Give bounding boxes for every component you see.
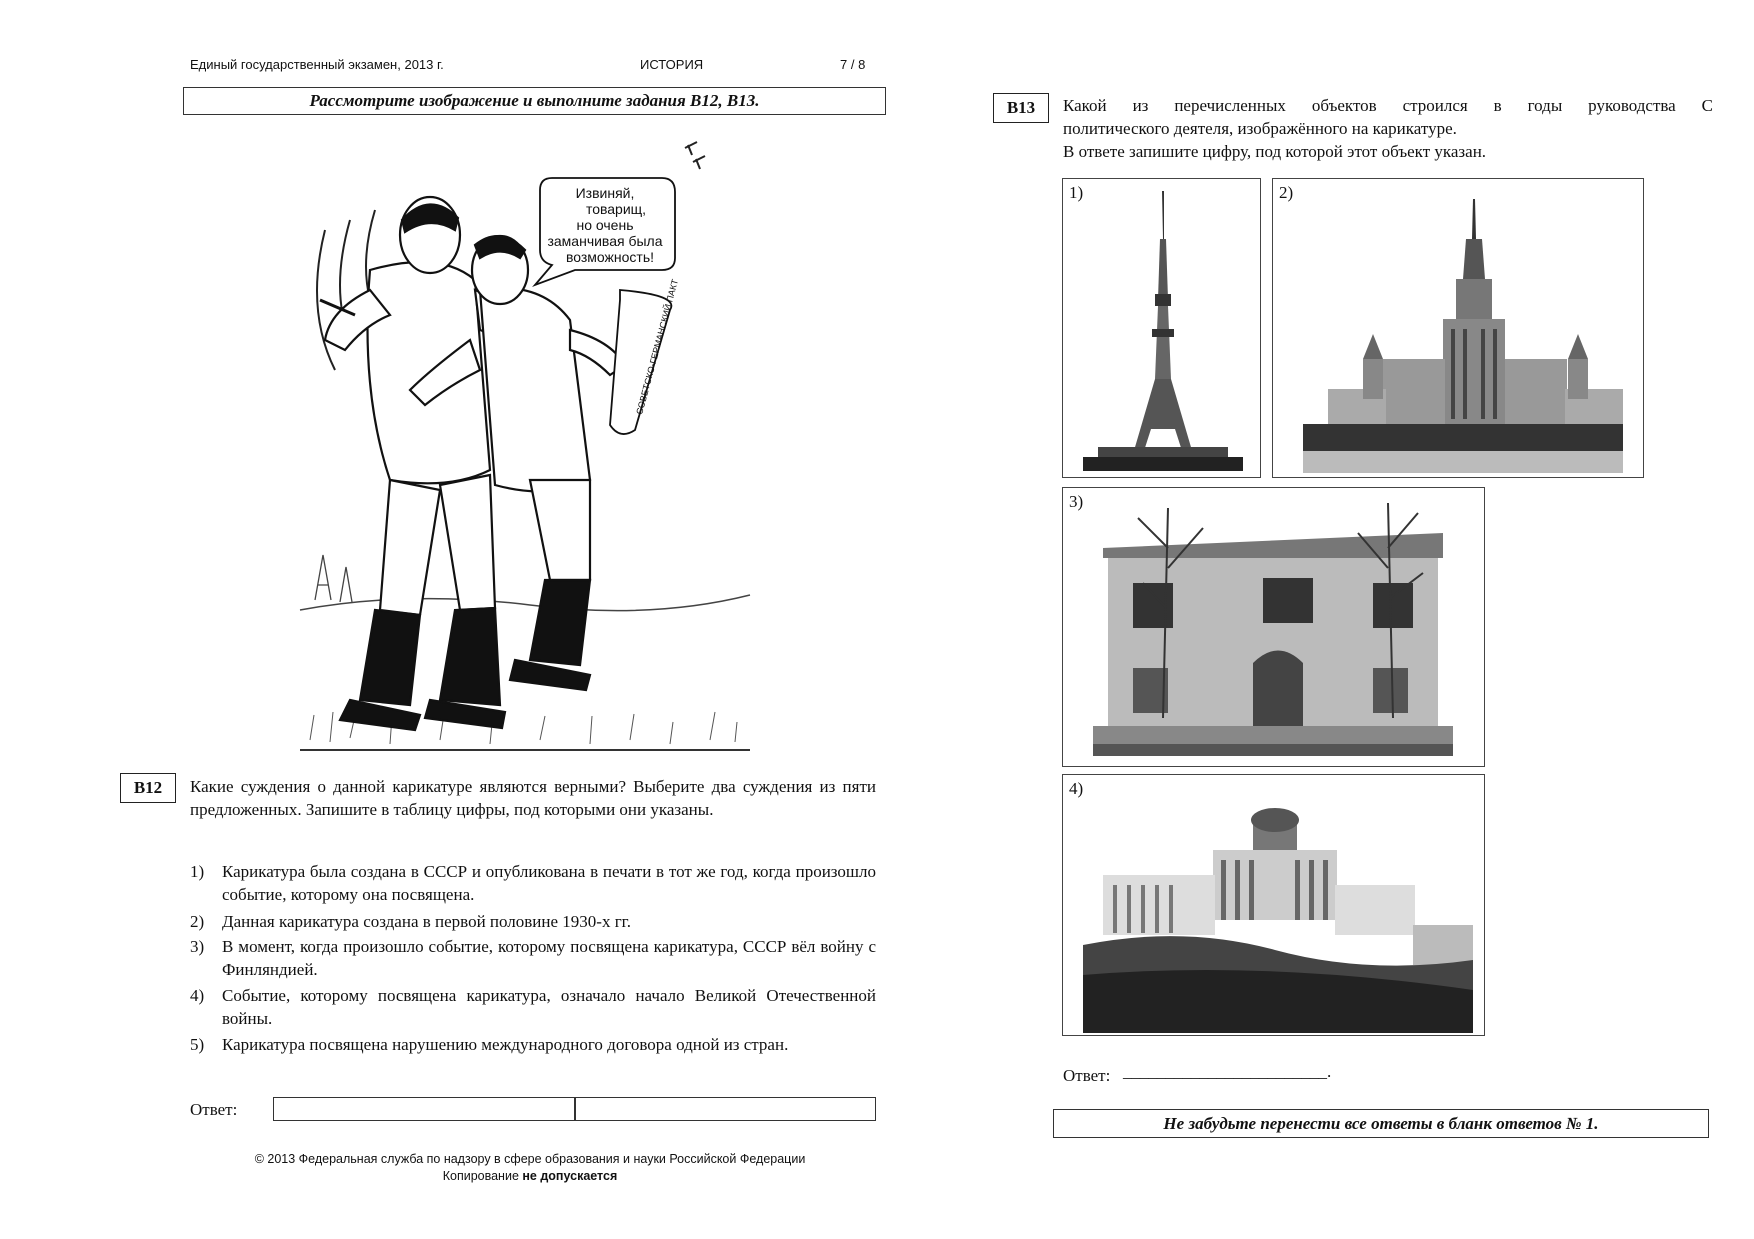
option-text: Карикатура была создана в СССР и опубликована в печати в тот же год, когда произошло событие, которому она посвящена. [222,862,876,904]
photo-label: 1) [1069,183,1084,202]
instruction-box: Рассмотрите изображение и выполните задания B12, B13. [183,87,886,115]
question-text-b13-line1: Какой из перечисленных объектов строился в годы руководства С [1063,96,1713,115]
option-4 [190,984,876,1030]
scroll-text: СОВЕТСКО-ГЕРМАНСКИЙ ПАКТ [634,278,681,416]
classical-palace-image [1063,775,1485,1036]
option-text: Данная карикатура создана в первой половине 1930-х гг. [222,912,631,931]
cartoon-illustration [290,140,760,760]
speech-line: заманчивая была [547,233,663,249]
option-photo-1 [1062,178,1261,478]
option-2 [190,910,876,933]
option-number: 5) [190,1035,205,1054]
answer-cell-1[interactable] [273,1097,576,1121]
page-number: 7 / 8 [840,57,866,72]
option-5 [190,1033,876,1056]
option-text: Событие, которому посвящена карикатура, означало начало Великой Отечественной войны. [222,986,876,1028]
option-number: 3) [190,937,205,956]
question-text-b13-line3: В ответе запишите цифру, под которой этот объект указан. [1063,142,1487,161]
question-number-b12: B12 [120,773,176,803]
option-photo-4 [1062,774,1485,1036]
speech-line: Извиняй, [575,185,635,201]
pact-scroll [610,277,680,434]
copyright-footer [180,1151,880,1185]
copying-notice: Копирование не допускается [442,1169,618,1183]
art-nouveau-mansion-image [1063,488,1485,767]
photo-label: 4) [1069,779,1084,798]
option-1 [190,860,876,906]
option-photo-3 [1062,487,1485,767]
option-photo-2 [1272,178,1644,478]
answer-line-b13[interactable]: ________________________. [1123,1062,1332,1081]
question-text-b13-line2: политического деятеля, изображённого на карикатуре. [1063,119,1457,138]
photo-label: 2) [1279,183,1294,202]
speech-line: возможность! [565,249,655,265]
question-number-b13: B13 [993,93,1049,123]
photo-label: 3) [1069,492,1084,511]
subject-title: ИСТОРИЯ [640,57,704,72]
answer-label-b12: Ответ: [190,1100,238,1119]
answer-label-b13: Ответ: [1063,1066,1111,1085]
option-number: 1) [190,862,205,881]
speech-line: товарищ, [585,201,647,217]
option-number: 2) [190,912,205,931]
option-text: В момент, когда произошло событие, которому посвящена карикатура, СССР вёл войну с Финляндией. [222,937,876,979]
copyright-line: © 2013 Федеральная служба по надзору в сфере образования и науки Российской Федерации [254,1152,806,1166]
airplane-icon [685,142,705,169]
university-skyscraper-image [1273,179,1644,478]
option-text: Карикатура посвящена нарушению международного договора одной из стран. [222,1035,789,1054]
answer-cell-2[interactable] [574,1097,876,1121]
exam-title: Единый государственный экзамен, 2013 г. [190,57,444,72]
cartoon-drawing [290,140,760,760]
tv-tower-image [1063,179,1261,478]
speech-line: но очень [576,217,634,233]
option-3 [190,935,876,981]
reminder-box: Не забудьте перенести все ответы в бланк ответов № 1. [1053,1109,1709,1138]
question-text-b12: Какие суждения о данной карикатуре являются верными? Выберите два суждения из пяти предложенных. Запишите в таблицу цифры, под которыми они указаны. [190,777,876,819]
option-number: 4) [190,986,205,1005]
